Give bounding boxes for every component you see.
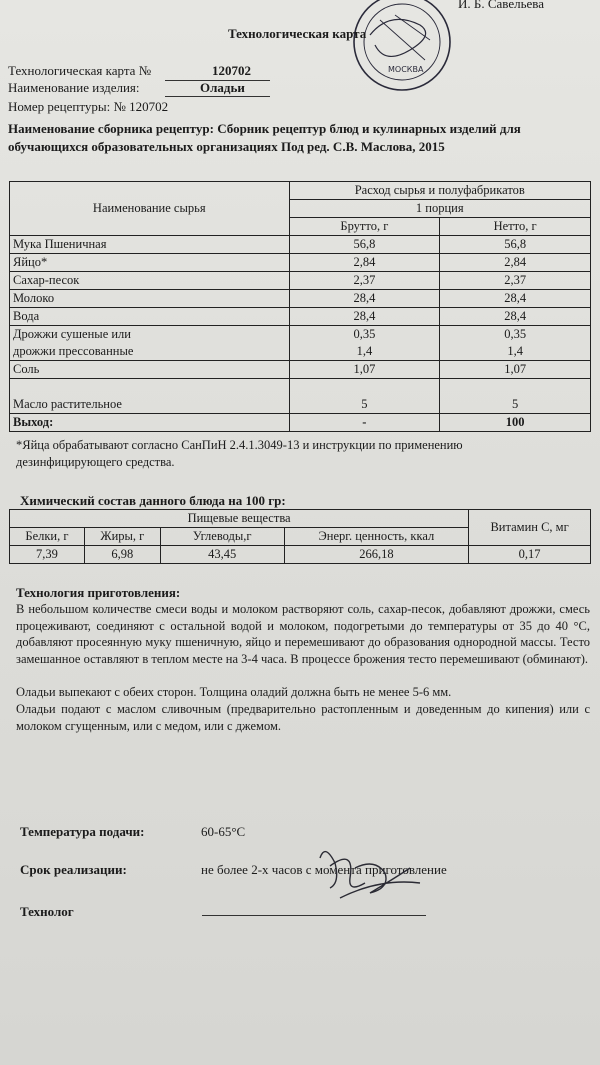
netto-value: 5 (440, 379, 591, 414)
tech-paragraph-2: Оладьи выпекают с обеих сторон. Толщина оладий должна быть не менее 5-6 мм. (16, 685, 452, 699)
doc-title: Технологическая карта (228, 26, 367, 41)
ingredient-name: Мука Пшеничная (10, 236, 290, 254)
brutto-pressed: 1,4 (356, 344, 373, 358)
netto-dry: 0,35 (504, 327, 527, 341)
temp-value: 60-65°С (201, 824, 246, 839)
table-row (10, 308, 591, 326)
table-row-output (10, 414, 591, 432)
ingredient-name: Соль (10, 361, 290, 379)
shelf-label: Срок реализации: (20, 862, 127, 877)
table-row (10, 272, 591, 290)
brutto-value: 2,84 (289, 254, 440, 272)
col-portion-header: 1 порция (289, 200, 590, 218)
output-label: Выход: (10, 414, 290, 432)
recipe-number: Номер рецептуры: № 120702 (8, 99, 169, 114)
netto-value: 2,37 (440, 272, 591, 290)
chem-title: Химический состав данного блюда на 100 гр: (20, 493, 286, 508)
brutto-value: 28,4 (289, 308, 440, 326)
product-label: Наименование изделия: (8, 80, 140, 95)
brutto-value: 2,37 (289, 272, 440, 290)
col-name-header: Наименование сырья (10, 182, 290, 236)
raw-materials-table (9, 181, 591, 432)
protein-value: 7,39 (10, 546, 85, 564)
brutto-value: 5 (289, 379, 440, 414)
yeast-dry: Дрожжи сушеные или (13, 327, 131, 341)
brutto-value: 56,8 (289, 236, 440, 254)
netto-value: 56,8 (440, 236, 591, 254)
stamp-seal (350, 0, 455, 95)
col-netto-header: Нетто, г (440, 218, 591, 236)
netto-value: 100 (440, 414, 591, 432)
energy-header: Энерг. ценность, ккал (284, 528, 469, 546)
table-row (10, 290, 591, 308)
vitamin-value: 0,17 (469, 546, 591, 564)
table-row (10, 254, 591, 272)
brutto-value: 28,4 (289, 290, 440, 308)
signer-name: И. Б. Савельева (458, 0, 545, 11)
ingredient-name: Яйцо* (10, 254, 290, 272)
brutto-dry: 0,35 (353, 327, 376, 341)
chem-composition-table (9, 509, 591, 564)
table-row (10, 326, 591, 361)
footnote-line-2: дезинфицирующего средства. (16, 455, 175, 469)
ingredient-name: Вода (10, 308, 290, 326)
tech-paragraph-3: Оладьи подают с маслом сливочным (предварительно растопленным и доведенным до кипения) или с молоком сгущенным, или с медом, или с джемом. (16, 702, 590, 733)
brutto-value: - (289, 414, 440, 432)
nutrients-header: Пищевые вещества (10, 510, 469, 528)
netto-value (440, 326, 591, 361)
col-brutto-header: Брутто, г (289, 218, 440, 236)
table-row (10, 361, 591, 379)
energy-value: 266,18 (284, 546, 469, 564)
signature-line (202, 915, 426, 916)
card-number: 120702 (212, 63, 251, 78)
vitamin-header: Витамин С, мг (469, 510, 591, 546)
tech-paragraph-1: В небольшом количестве смеси воды и молоком растворяют соль, сахар-песок, добавляют дрожжи, смесь процеживают, соединяют с остальной водой и молоком, подогретыми до температуры от 35 до 40 °С, добавляют просеянную муку пшеничную, яйцо и перемешивают до образования однородной массы. Тесто замешанное оставляют в теплом месте на 3-4 часа. В процессе брожения тесто перемешивают (обминают). (16, 602, 590, 666)
product-name: Оладьи (200, 80, 245, 95)
underline (165, 96, 270, 97)
netto-pressed: 1,4 (507, 344, 523, 358)
table-row (10, 379, 591, 414)
temp-label: Температура подачи: (20, 824, 145, 839)
carb-header: Углеводы,г (160, 528, 284, 546)
ingredient-name: Сахар-песок (10, 272, 290, 290)
yeast-pressed: дрожжи прессованные (13, 344, 134, 358)
table-row (10, 546, 591, 564)
fat-header: Жиры, г (84, 528, 160, 546)
table-row (10, 236, 591, 254)
footnote-line-1: *Яйца обрабатывают согласно СанПиН 2.4.1.3049-13 и инструкции по применению (16, 438, 463, 452)
stamp-text: МОСКВА (388, 65, 424, 74)
collection-line-2: обучающихся образовательных организациях Под ред. С.В. Маслова, 2015 (8, 139, 445, 154)
netto-value: 28,4 (440, 308, 591, 326)
col-usage-header: Расход сырья и полуфабрикатов (289, 182, 590, 200)
brutto-value (289, 326, 440, 361)
fat-value: 6,98 (84, 546, 160, 564)
carb-value: 43,45 (160, 546, 284, 564)
tech-title: Технология приготовления: (16, 585, 181, 600)
collection-line-1: Наименование сборника рецептур: Сборник рецептур блюд и кулинарных изделий для (8, 121, 521, 136)
card-label: Технологическая карта № (8, 63, 152, 78)
technologist-label: Технолог (20, 904, 74, 919)
ingredient-name (10, 326, 290, 361)
signature (300, 838, 430, 908)
netto-value: 28,4 (440, 290, 591, 308)
ingredient-name: Масло растительное (10, 379, 290, 414)
brutto-value: 1,07 (289, 361, 440, 379)
netto-value: 2,84 (440, 254, 591, 272)
shelf-value: не более 2-х часов с момента приготовление (201, 862, 447, 877)
protein-header: Белки, г (10, 528, 85, 546)
ingredient-name: Молоко (10, 290, 290, 308)
netto-value: 1,07 (440, 361, 591, 379)
